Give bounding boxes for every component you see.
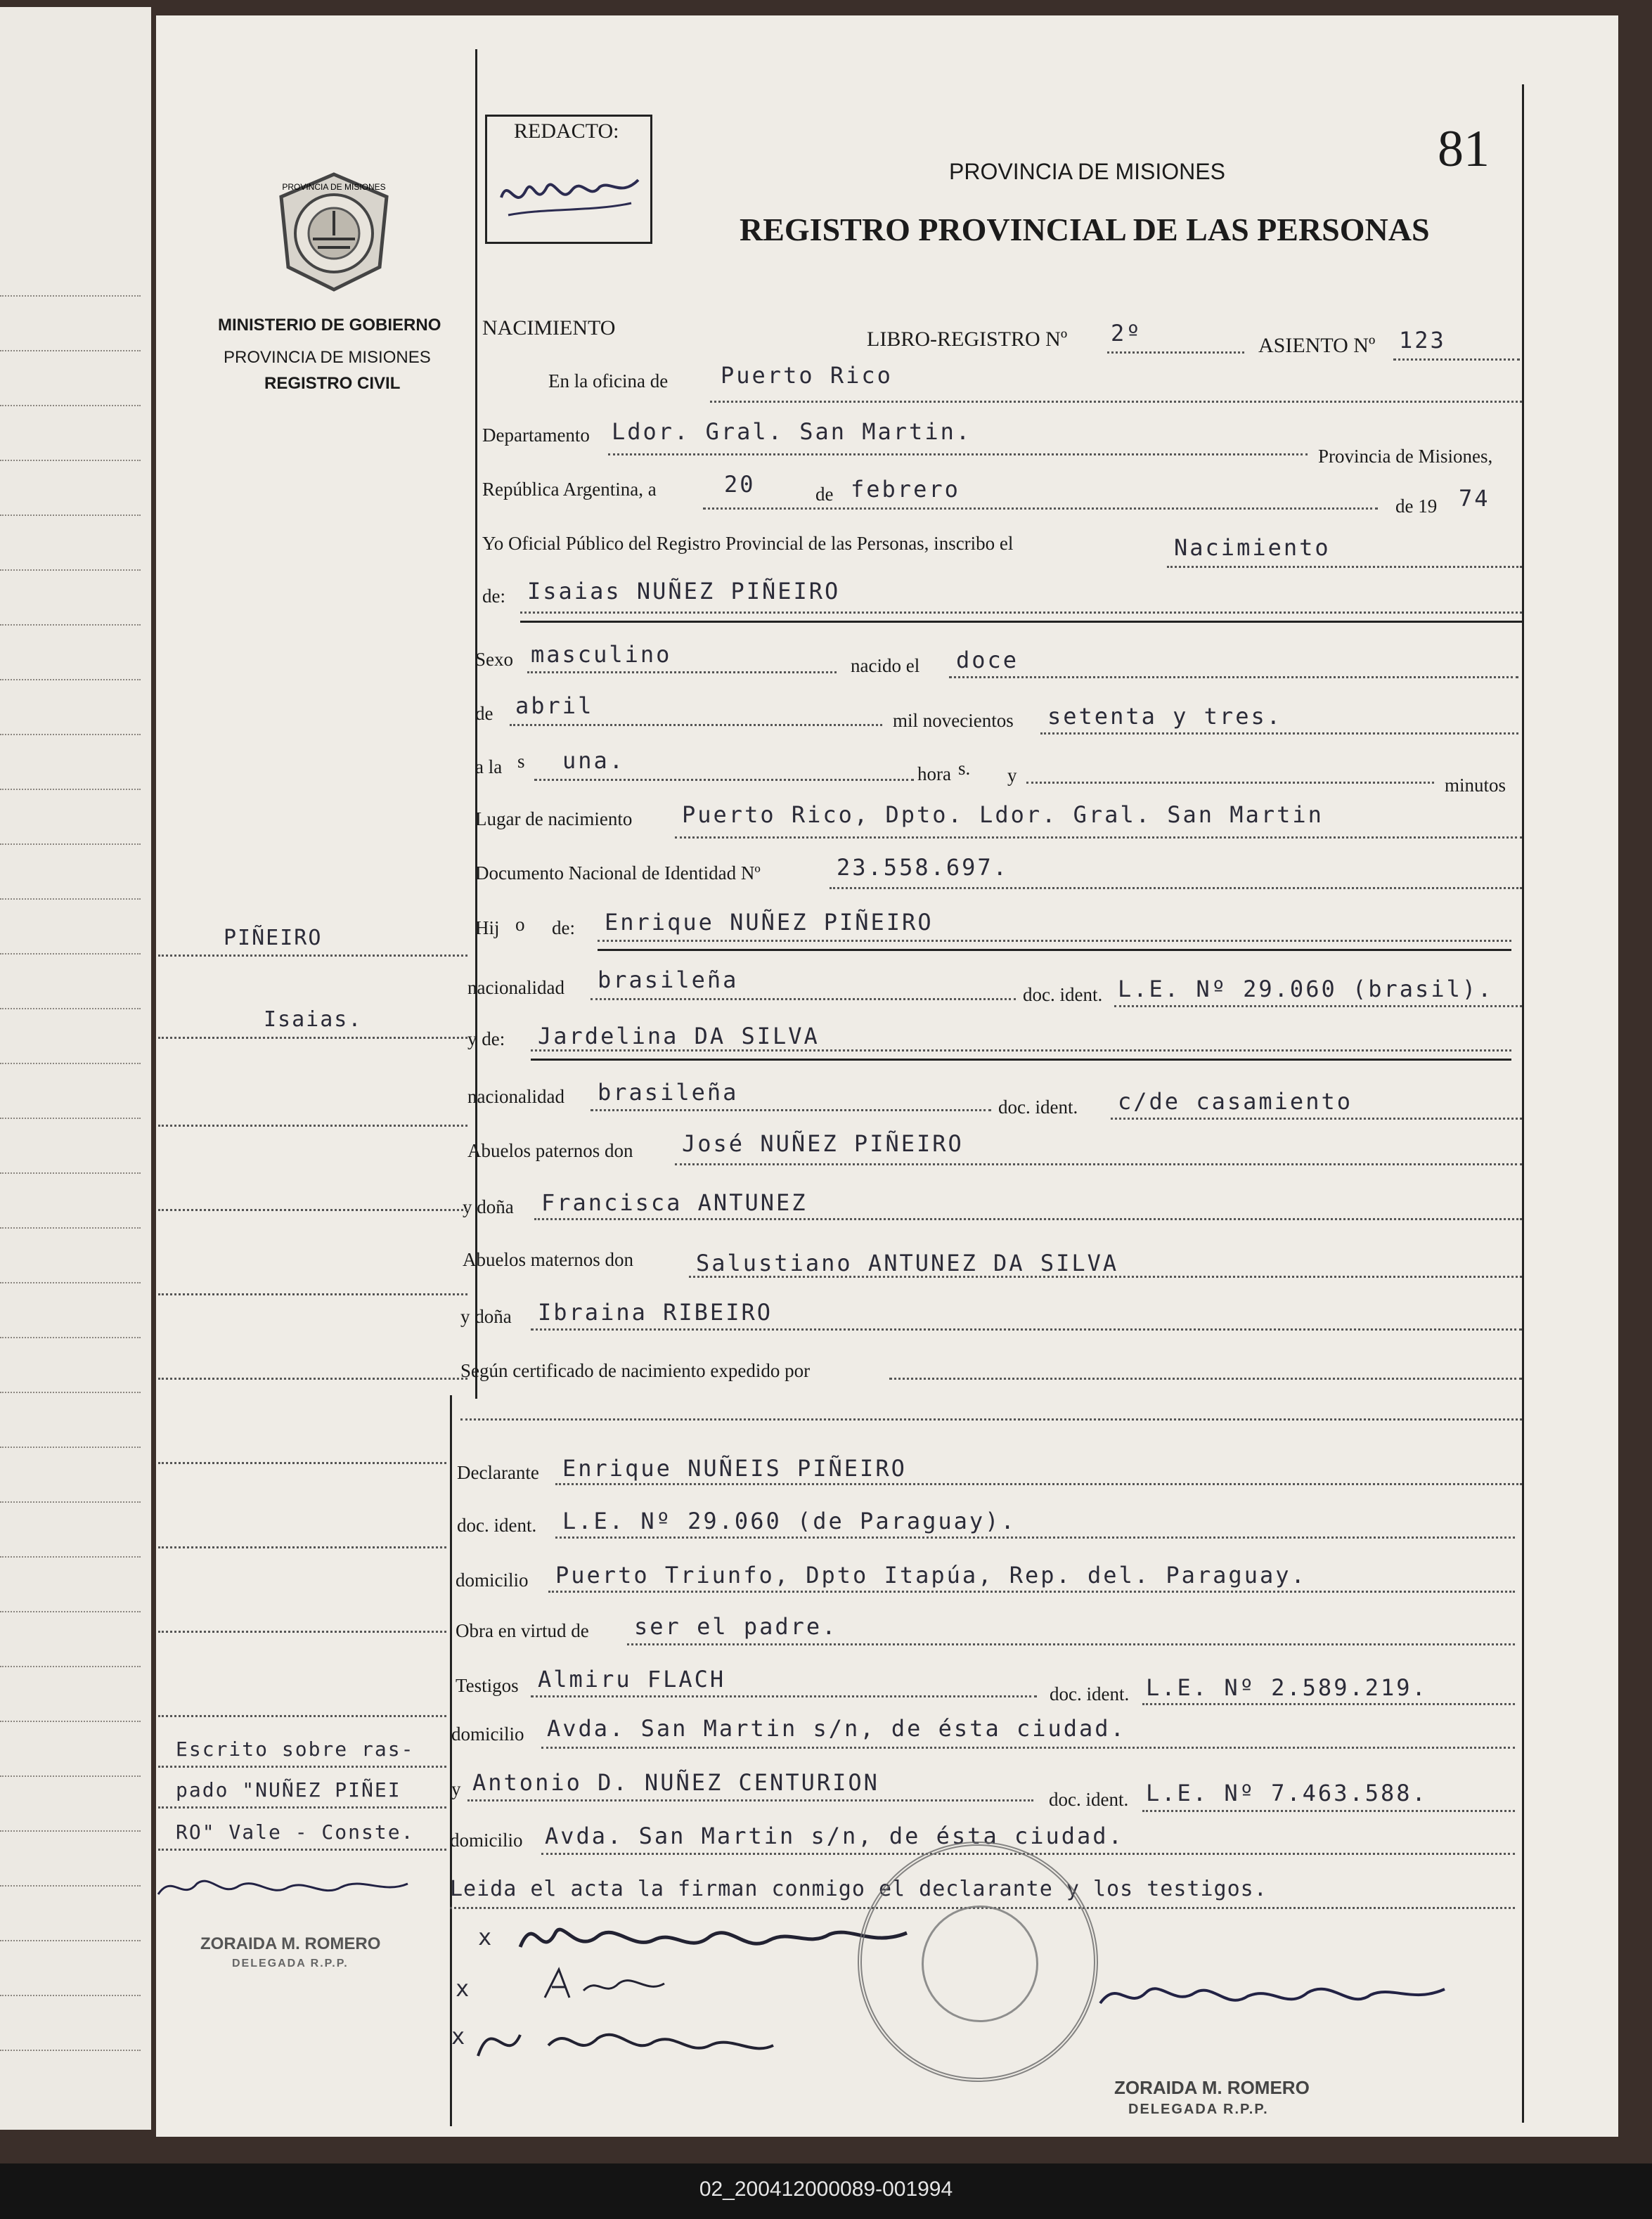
hora-value: una. (562, 747, 626, 774)
hijo-label: Hij (475, 917, 500, 938)
doc-decl-label: doc. ident. (457, 1515, 537, 1536)
doc-t2-label: doc. ident. (1049, 1789, 1129, 1810)
provincia-suffix: Provincia de Misiones, (1318, 446, 1493, 467)
oficina-label: En la oficina de (548, 370, 669, 392)
oficina-value: Puerto Rico (721, 362, 893, 389)
oficial-text: Yo Oficial Público del Registro Provincial de las Personas, inscribo el (482, 533, 1014, 554)
madre-value: Jardelina DA SILVA (538, 1023, 820, 1049)
obra-label: Obra en virtud de (456, 1620, 589, 1641)
acto-value: Nacimiento (1174, 534, 1331, 561)
horas-s: s. (958, 758, 971, 779)
image-id-label: 02_200412000089-001994 (699, 2178, 953, 2201)
anio-value: 74 (1459, 485, 1490, 512)
registry-seal (858, 1842, 1098, 2082)
seal-inner-ring (922, 1906, 1038, 2022)
dom-t1-label: domicilio (451, 1723, 524, 1745)
ydona-label: y doña (463, 1196, 514, 1217)
right-rule (1522, 84, 1524, 2123)
asiento-label: ASIENTO Nº (1258, 334, 1376, 357)
margin-rule-lower (450, 1395, 452, 2126)
official-signature (1090, 1961, 1455, 2031)
testigo2-value: Antonio D. NUÑEZ CENTURION (472, 1769, 879, 1796)
testigo2-signature (464, 2007, 787, 2070)
ministerio-heading: MINISTERIO DE GOBIERNO (218, 316, 441, 335)
de2-label: de (475, 703, 493, 724)
official-name: ZORAIDA M. ROMERO (1114, 2077, 1310, 2098)
registry-title: REGISTRO PROVINCIAL DE LAS PERSONAS (740, 212, 1430, 247)
doc-padre-value: L.E. Nº 29.060 (brasil). (1118, 976, 1494, 1002)
mes-nac-value: abril (515, 692, 594, 719)
y-label: y (1007, 765, 1017, 786)
registro-civil-heading: REGISTRO CIVIL (264, 374, 401, 393)
departamento-value: Ldor. Gral. San Martin. (612, 418, 972, 445)
x-mark-3: x (451, 2023, 467, 2050)
dom-decl-value: Puerto Triunfo, Dpto Itapúa, Rep. del. Paraguay. (555, 1562, 1307, 1589)
libro-value: 2º (1111, 320, 1142, 347)
abm-label: Abuelos maternos don (463, 1249, 633, 1270)
declarante-label: Declarante (457, 1462, 539, 1483)
y2-label: y (451, 1778, 461, 1799)
emblem-ring-text: PROVINCIA DE MISIONES (282, 182, 386, 192)
de-name-label: de: (482, 586, 505, 607)
dom-t2-label: domicilio (450, 1830, 523, 1851)
redacto-signature (487, 148, 650, 240)
dia-nac-value: doce (956, 647, 1019, 673)
yde-label: y de: (467, 1028, 505, 1049)
x-mark-1: x (478, 1924, 494, 1950)
doc-decl-value: L.E. Nº 29.060 (de Paraguay). (562, 1508, 1017, 1534)
dom-t2-value: Avda. San Martin s/n, de ésta ciudad. (545, 1823, 1124, 1849)
nacido-label: nacido el (851, 655, 920, 676)
declarante-value: Enrique NUÑEIS PIÑEIRO (562, 1455, 907, 1482)
testigo1-value: Almiru FLACH (538, 1666, 726, 1693)
official-role: DELEGADA R.P.P. (1128, 2102, 1269, 2117)
doc-madre-value: c/de casamiento (1118, 1088, 1353, 1115)
margin-note-line3: RO" Vale - Conste. (176, 1820, 415, 1844)
province-emblem (274, 169, 394, 295)
nac-madre-label: nacionalidad (467, 1086, 564, 1107)
dni-label: Documento Nacional de Identidad Nº (475, 862, 761, 884)
abm2-value: Ibraina RIBEIRO (538, 1299, 773, 1326)
sexo-value: masculino (531, 641, 672, 668)
margin-nombre: Isaias. (264, 1007, 363, 1032)
hijo-de: de: (552, 917, 575, 938)
dni-value: 23.558.697. (837, 854, 1009, 881)
mes-value: febrero (851, 476, 960, 503)
x-mark-2: x (456, 1975, 472, 2002)
dia-value: 20 (724, 471, 756, 498)
de-label: de (815, 484, 834, 505)
abp-label: Abuelos paternos don (467, 1140, 633, 1161)
redacto-box (485, 115, 652, 244)
libro-label: LIBRO-REGISTRO Nº (867, 328, 1068, 351)
nacimiento-label: NACIMIENTO (482, 316, 616, 339)
page-number: 81 (1438, 120, 1490, 178)
abm-value: Salustiano ANTUNEZ DA SILVA (696, 1250, 1119, 1276)
lugar-value: Puerto Rico, Dpto. Ldor. Gral. San Martin (682, 801, 1324, 828)
departamento-label: Departamento (482, 425, 590, 446)
anio-label: de 19 (1395, 496, 1438, 517)
margin-stamp-role: DELEGADA R.P.P. (232, 1958, 349, 1969)
padre-value: Enrique NUÑEZ PIÑEIRO (605, 909, 934, 936)
horas-label: hora (917, 763, 951, 784)
doc-t1-value: L.E. Nº 2.589.219. (1146, 1674, 1428, 1701)
margin-apellido: PIÑEIRO (224, 926, 323, 950)
obra-value: ser el padre. (634, 1613, 838, 1640)
alas-s: s (517, 751, 525, 772)
mil-label: mil novecientos (893, 710, 1014, 731)
alas-label: a la (475, 756, 503, 777)
doc-t1-label: doc. ident. (1050, 1683, 1130, 1704)
minutos-label: minutos (1445, 775, 1506, 796)
margin-stamp-name: ZORAIDA M. ROMERO (200, 1934, 381, 1953)
abp-value: José NUÑEZ PIÑEIRO (682, 1130, 964, 1157)
lugar-label: Lugar de nacimiento (475, 808, 633, 829)
anio-nac-value: setenta y tres. (1047, 703, 1282, 730)
margin-signature (151, 1859, 418, 1915)
segun-label: Según certificado de nacimiento expedido por (460, 1360, 811, 1381)
asiento-value: 123 (1399, 327, 1446, 354)
nac-padre-value: brasileña (598, 966, 739, 993)
leida-text: Leida el acta la firman conmigo el declarante y los testigos. (450, 1877, 1267, 1901)
left-page (0, 7, 151, 2130)
provincia-heading: PROVINCIA DE MISIONES (224, 348, 431, 367)
margin-note-line1: Escrito sobre ras- (176, 1738, 415, 1761)
redacto-label: REDACTO: (514, 119, 619, 143)
nac-madre-value: brasileña (598, 1079, 739, 1106)
doc-t2-value: L.E. Nº 7.463.588. (1146, 1780, 1428, 1806)
dom-t1-value: Avda. San Martin s/n, de ésta ciudad. (547, 1715, 1126, 1742)
testigos-label: Testigos (456, 1675, 519, 1696)
nac-padre-label: nacionalidad (467, 977, 564, 998)
ydona2-label: y doña (460, 1306, 512, 1327)
docident-padre-label: doc. ident. (1023, 984, 1103, 1005)
docident-madre-label: doc. ident. (998, 1096, 1078, 1118)
sexo-label: Sexo (475, 649, 513, 670)
hijo-o: o (515, 914, 525, 935)
dom-decl-label: domicilio (456, 1570, 529, 1591)
republica-label: República Argentina, a (482, 479, 657, 500)
testigo1-signature (534, 1962, 675, 2012)
abp2-value: Francisca ANTUNEZ (541, 1189, 808, 1216)
name-value: Isaias NUÑEZ PIÑEIRO (527, 578, 841, 604)
margin-note-line2: pado "NUÑEZ PIÑEI (176, 1778, 401, 1801)
province-title: PROVINCIA DE MISIONES (949, 159, 1225, 184)
